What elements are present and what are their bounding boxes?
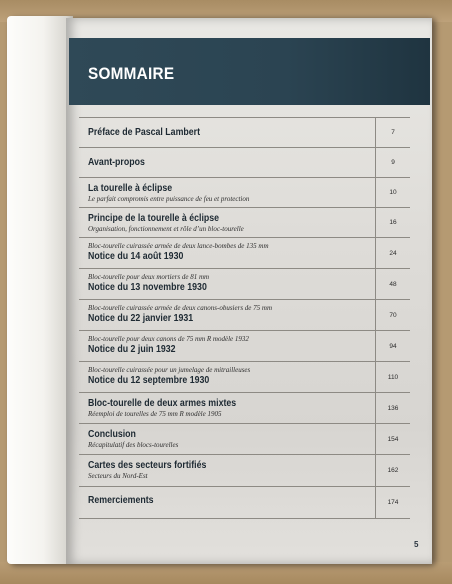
- toc-entry-title: Avant-propos: [88, 157, 145, 168]
- toc-entry-page: 10: [375, 178, 410, 207]
- toc-entry-subtitle: Secteurs du Nord-Est: [88, 472, 148, 480]
- toc-entry-subtitle: Bloc-tourelle pour deux mortiers de 81 mm: [88, 273, 210, 281]
- toc-entry: [79, 238, 410, 269]
- toc-entry-page: 9: [375, 148, 410, 177]
- toc-entry-title: Conclusion: [88, 429, 136, 440]
- toc-entry-title: Notice du 13 novembre 1930: [88, 282, 207, 293]
- toc-entry-title: Cartes des secteurs fortifiés: [88, 460, 207, 471]
- toc-entry-page: 16: [375, 208, 410, 237]
- toc-entry-title: Bloc-tourelle de deux armes mixtes: [88, 398, 237, 409]
- toc-entry-subtitle: Réemploi de tourelles de 75 mm R modèle 1905: [88, 410, 222, 418]
- toc-entry-title: Préface de Pascal Lambert: [88, 127, 201, 138]
- toc-entry-title: Notice du 22 janvier 1931: [88, 313, 194, 324]
- toc-entry: [79, 393, 410, 424]
- toc-entry-page: 70: [375, 300, 410, 330]
- facing-page: [7, 16, 73, 564]
- header-banner: [69, 38, 430, 105]
- toc-entry: [79, 269, 410, 300]
- contents-page: [66, 18, 432, 564]
- toc-entry-title: Notice du 2 juin 1932: [88, 344, 176, 355]
- toc-entry-title: Principe de la tourelle à éclipse: [88, 213, 220, 224]
- toc-entry: [79, 331, 410, 362]
- toc-entry-page: 136: [375, 393, 410, 423]
- toc-entry-subtitle: Bloc-tourelle cuirassée pour un jumelage de mitrailleuses: [88, 366, 251, 374]
- page-number: 5: [414, 540, 419, 549]
- toc-entry: [79, 208, 410, 238]
- toc-entry-subtitle: Bloc-tourelle cuirassée armée de deux lance-bombes de 135 mm: [88, 242, 269, 250]
- toc-entry-page: 162: [375, 455, 410, 486]
- toc-entry: [79, 118, 410, 148]
- toc-entry: [79, 178, 410, 208]
- toc-entry-page: 94: [375, 331, 410, 361]
- toc-entry-subtitle: Le parfait compromis entre puissance de feu et protection: [88, 195, 250, 203]
- toc-entry-page: 154: [375, 424, 410, 454]
- toc-entry-page: 110: [375, 362, 410, 392]
- toc-entry-subtitle: Récapitulatif des blocs-tourelles: [88, 441, 179, 449]
- page-title: SOMMAIRE: [88, 64, 175, 83]
- toc-entry: [79, 487, 410, 519]
- toc-entry-title: La tourelle à éclipse: [88, 183, 173, 194]
- toc-entry: [79, 300, 410, 331]
- toc-entry-page: 48: [375, 269, 410, 299]
- toc-entry: [79, 148, 410, 178]
- toc-entry-title: Notice du 12 septembre 1930: [88, 375, 210, 386]
- toc-entry: [79, 362, 410, 393]
- toc-entry: [79, 455, 410, 487]
- toc-entry-title: Notice du 14 août 1930: [88, 251, 184, 262]
- toc-entry-title: Remerciements: [88, 495, 154, 506]
- toc-entry-subtitle: Organisation, fonctionnement et rôle d’un bloc-tourelle: [88, 225, 244, 233]
- toc-entry-page: 174: [375, 487, 410, 518]
- toc-entry-subtitle: Bloc-tourelle pour deux canons de 75 mm R modèle 1932: [88, 335, 249, 343]
- toc-entry-page: 7: [375, 118, 410, 147]
- toc-entry-subtitle: Bloc-tourelle cuirassée armée de deux canons-obusiers de 75 mm: [88, 304, 273, 312]
- toc-entry-page: 24: [375, 238, 410, 268]
- table-of-contents: [79, 117, 410, 519]
- toc-entry: [79, 424, 410, 455]
